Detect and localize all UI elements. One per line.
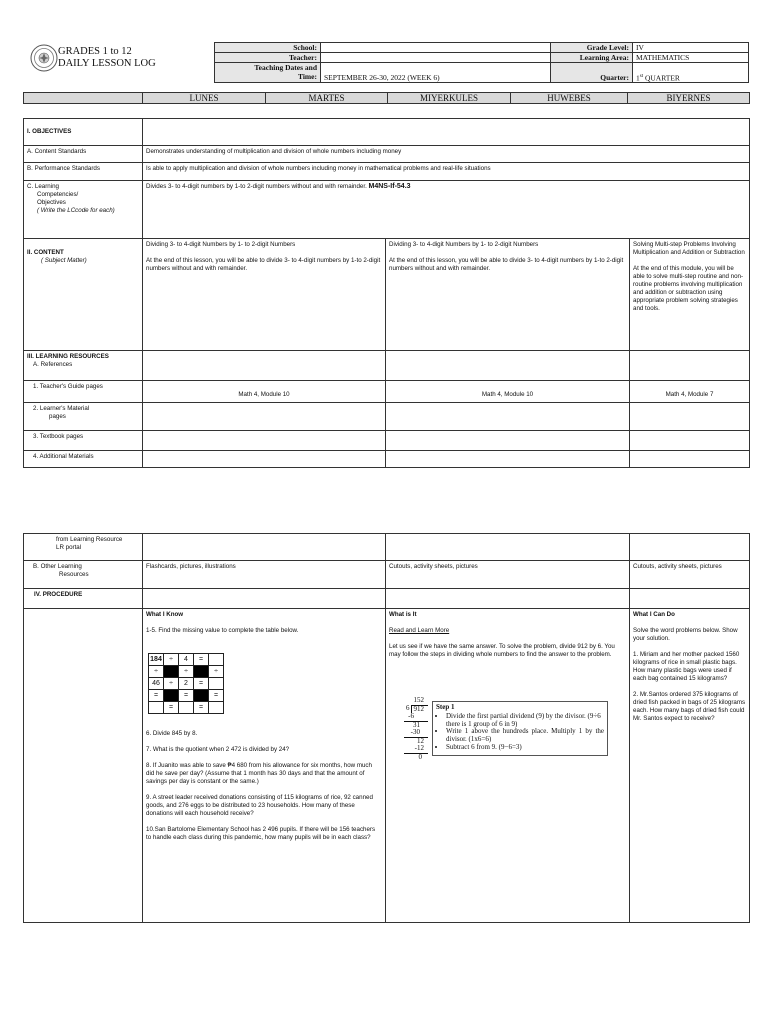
grid-cell: ÷: [179, 666, 194, 678]
grid-black-cell: [194, 690, 209, 702]
resources-cell-3: [630, 351, 750, 381]
grid-cell: =: [209, 690, 224, 702]
additional-materials-label: 4. Additional Materials: [33, 453, 94, 460]
grid-cell-answer[interactable]: [179, 702, 194, 714]
textbook-cell-1: [143, 431, 386, 451]
teachers-guide-heading: [24, 381, 143, 403]
other-resources-cell-3: [630, 561, 750, 589]
day-huwebes: HUWEBES: [511, 93, 628, 104]
objectives-heading: [24, 119, 143, 146]
title-line-2: DAILY LESSON LOG: [58, 58, 156, 69]
objectives-label: I. OBJECTIVES: [27, 128, 72, 135]
procedure-heading: [24, 589, 143, 609]
performance-standards-cell: [143, 163, 750, 181]
question-7: 7. What is the quotient when 2 472 is divided by 24?: [146, 746, 290, 753]
learning-area-label: Learning Area:: [551, 53, 633, 63]
learners-material-label-1: 2. Learner's Material: [33, 405, 90, 412]
long-division-example: [394, 697, 428, 761]
competencies-label-1: C. Learning: [27, 183, 59, 190]
competencies-heading: [24, 181, 143, 239]
ld-dividend: 912: [411, 705, 429, 714]
grid-cell: =: [194, 702, 209, 714]
school-field[interactable]: [321, 43, 551, 53]
question-10: 10.San Bartolome Elementary School has 2 496 pupils. If there will be 156 teachers to handle each class during this pandemic, how many pupils will be in each class?: [146, 826, 376, 841]
school-label: School:: [215, 43, 321, 53]
lr-portal-cell-2: [386, 534, 630, 561]
other-resources-label-2: Resources: [59, 571, 89, 578]
content-col3-body: At the end of this module, you will be able to solve multi-step routine and non-routine problems involving multiplication and addition or subtraction using appropriate problem solving strategies and tools.: [633, 265, 744, 312]
what-is-it-body: Let us see if we have the same answer. To solve the problem, divide 912 by 6. You may follow the steps in dividing whole numbers to find the answer to the problem.: [389, 643, 615, 658]
title-line-1: GRADES 1 to 12: [58, 46, 132, 57]
learners-material-cell-3: [630, 403, 750, 431]
weekday-blank: [24, 93, 143, 104]
ld-divisor: 6: [406, 703, 410, 712]
what-i-can-do-cell: [630, 609, 750, 923]
other-resources-cell-1: [143, 561, 386, 589]
competencies-label-3: Objectives: [37, 199, 66, 206]
ld-step-1: -6: [404, 713, 428, 722]
competencies-cell: [143, 181, 750, 239]
additional-materials-cell-1: [143, 451, 386, 468]
other-resources-heading: [24, 561, 143, 589]
teaching-dates-label: [215, 63, 321, 83]
content-col1-body: At the end of this lesson, you will be able to divide 3- to 4-digit numbers by 1-to 2-digit numbers without and with remainder.: [146, 257, 381, 272]
teacher-field[interactable]: [321, 53, 551, 63]
grid-cell: ÷: [209, 666, 224, 678]
other-resources-cell-2: [386, 561, 630, 589]
other-resources-col1: Flashcards, pictures, illustrations: [146, 563, 236, 570]
content-standards-heading: [24, 146, 143, 163]
content-standards-text: Demonstrates understanding of multiplication and division of whole numbers including money: [146, 148, 402, 155]
competencies-label-2: Competencies/: [37, 191, 79, 198]
grade-level-field[interactable]: IV: [633, 43, 749, 53]
step-1-item-3: • Subtract 6 from 9. (9−6=3): [446, 744, 604, 752]
content-col1-title: Dividing 3- to 4-digit Numbers by 1- to 2-digit Numbers: [146, 241, 296, 248]
content-col2-title: Dividing 3- to 4-digit Numbers by 1- to 2-digit Numbers: [389, 241, 539, 248]
day-biyernes: BIYERNES: [628, 93, 750, 104]
resources-heading: [24, 351, 143, 381]
resources-cell-1: [143, 351, 386, 381]
lesson-plan-table-page1: [23, 118, 750, 468]
lesson-plan-table-page2: [23, 533, 750, 923]
grid-cell: =: [194, 654, 209, 666]
teaching-dates-label-line2: Time:: [297, 72, 317, 81]
content-wednesday-cell: [386, 239, 630, 351]
performance-standards-heading: [24, 163, 143, 181]
additional-materials-cell-3: [630, 451, 750, 468]
quarter-label: Quarter:: [551, 63, 633, 83]
grid-cell: 4: [179, 654, 194, 666]
read-and-learn-link[interactable]: Read and Learn More: [389, 627, 450, 634]
ld-step-4: 12: [417, 736, 424, 745]
what-i-know-intro: 1-5. Find the missing value to complete the table below.: [146, 627, 299, 634]
learning-area-field[interactable]: MATHEMATICS: [633, 53, 749, 63]
what-i-can-do-problem-1: 1. Miriam and her mother packed 1560 kilograms of rice in small plastic bags. How many plastic bags were used if each bag contained 15 kilograms?: [633, 651, 740, 682]
lr-portal-heading: [24, 534, 143, 561]
competencies-label-4: ( Write the LCcode for each): [37, 207, 115, 214]
performance-standards-text: Is able to apply multiplication and division of whole numbers including money in mathematical problems and real-life situations: [146, 165, 491, 172]
performance-standards-label: B. Performance Standards: [27, 165, 100, 172]
procedure-cell-2: [386, 589, 630, 609]
grid-cell: =: [194, 678, 209, 690]
teaching-dates-label-line1: Teaching Dates and: [254, 63, 317, 72]
content-label: II. CONTENT: [27, 249, 64, 256]
teachers-guide-col2: Math 4, Module 10: [481, 391, 534, 398]
teachers-guide-cell-1: [143, 381, 386, 403]
teachers-guide-col1: Math 4, Module 10: [238, 391, 290, 398]
other-resources-col3: Cutouts, activity sheets, pictures: [633, 563, 722, 570]
lr-portal-label-1: from Learning Resource: [56, 536, 123, 543]
grade-level-label: Grade Level:: [551, 43, 633, 53]
teachers-guide-label: 1. Teacher's Guide pages: [33, 383, 103, 390]
content-heading: [24, 239, 143, 351]
content-standards-cell: [143, 146, 750, 163]
quarter-suffix: st: [639, 73, 644, 79]
question-6: 6. Divide 845 by 8.: [146, 730, 198, 737]
weekday-header-row: [23, 92, 750, 104]
objectives-cell: [143, 119, 750, 146]
grid-cell-answer[interactable]: [149, 702, 164, 714]
quarter-text: QUARTER: [643, 73, 680, 82]
competencies-code: M4NS-If-54.3: [368, 183, 411, 190]
procedure-label: IV. PROCEDURE: [34, 591, 83, 598]
ld-step-2: 31: [413, 720, 420, 729]
what-i-can-do-title: What I Can Do: [633, 611, 675, 618]
teachers-guide-cell-2: [386, 381, 630, 403]
question-8: 8. If Juanito was able to save ₱4 680 from his allowance for six months, how much did he save per day? (Assume that 1 month has 30 days and that the amount of savings per day is constant or the same.): [146, 762, 372, 785]
document-title: [58, 46, 156, 70]
lr-portal-cell-1: [143, 534, 386, 561]
additional-materials-heading: [24, 451, 143, 468]
what-i-can-do-problem-2: 2. Mr.Santos ordered 375 kilograms of dried fish packed in bags of 25 kilograms each. How many bags of dried fish could Mr. Santos expect to receive?: [633, 691, 746, 722]
day-miyerkules: MIYERKULES: [388, 93, 511, 104]
grid-cell: 184: [149, 654, 164, 666]
additional-materials-cell-2: [386, 451, 630, 468]
learners-material-heading: [24, 403, 143, 431]
grid-cell: ÷: [149, 666, 164, 678]
other-resources-label-1: B. Other Learning: [33, 563, 82, 570]
content-standards-label: A. Content Standards: [27, 148, 87, 155]
quarter-field[interactable]: [633, 63, 749, 83]
what-is-it-title: What is It: [389, 611, 417, 618]
step-1-item-1: • Divide the first partial dividend (9) by the divisor. (9÷6 there is 1 group of 6 in 9): [446, 713, 604, 729]
grid-black-cell: [164, 666, 179, 678]
grid-cell: =: [164, 702, 179, 714]
grid-cell: =: [179, 690, 194, 702]
missing-value-grid: [148, 653, 224, 714]
references-label: A. References: [33, 361, 73, 368]
teaching-dates-field[interactable]: [321, 63, 551, 83]
textbook-heading: [24, 431, 143, 451]
step-1-item-2: • Write 1 above the hundreds place. Multiply 1 by the divisor. (1x6=6): [446, 728, 604, 744]
other-resources-col2: Cutouts, activity sheets, pictures: [389, 563, 478, 570]
resources-cell-2: [386, 351, 630, 381]
what-i-know-title: What I Know: [146, 611, 184, 618]
ld-step-5: -12: [404, 745, 428, 754]
grid-cell: ÷: [164, 654, 179, 666]
textbook-label: 3. Textbook pages: [33, 433, 84, 440]
textbook-cell-3: [630, 431, 750, 451]
procedure-cell-3: [630, 589, 750, 609]
lr-portal-label-2: LR portal: [56, 544, 82, 551]
competencies-text: Divides 3- to 4-digit numbers by 1-to 2-digit numbers without and with remainder.: [146, 183, 367, 190]
what-i-can-do-intro: Solve the word problems below. Show your solution.: [633, 627, 738, 642]
grid-cell-answer[interactable]: [209, 678, 224, 690]
grid-cell: =: [149, 690, 164, 702]
learners-material-label-2: pages: [49, 413, 66, 420]
quarter-number: 1: [636, 73, 640, 82]
ld-step-3: -30: [404, 729, 428, 738]
content-col2-body: At the end of this lesson, you will be able to divide 3- to 4-digit numbers by 1-to 2-digit numbers without and with remainder.: [389, 257, 624, 272]
what-is-it-cell: [386, 609, 630, 923]
grid-cell: 46: [149, 678, 164, 690]
deped-seal-icon: [30, 44, 58, 72]
content-sub-label: ( Subject Matter): [41, 257, 87, 264]
procedure-cell-1: [143, 589, 386, 609]
step-1-box: [432, 701, 608, 756]
procedure-blank-heading: [24, 609, 143, 923]
content-friday-cell: [630, 239, 750, 351]
content-monday-cell: [143, 239, 386, 351]
what-i-know-questions: [146, 730, 378, 842]
ld-quotient: 152: [413, 696, 424, 704]
grid-cell: ÷: [164, 678, 179, 690]
grid-black-cell: [164, 690, 179, 702]
grid-cell: 2: [179, 678, 194, 690]
textbook-cell-2: [386, 431, 630, 451]
content-col3-title: Solving Multi-step Problems Involving Multiplication and Addition or Subtraction: [633, 241, 745, 256]
day-martes: MARTES: [266, 93, 388, 104]
ld-step-6: 0: [418, 752, 422, 761]
grid-black-cell: [194, 666, 209, 678]
grid-cell-answer[interactable]: [209, 702, 224, 714]
teachers-guide-cell-3: [630, 381, 750, 403]
day-lunes: LUNES: [143, 93, 266, 104]
grid-cell-answer[interactable]: [209, 654, 224, 666]
lr-portal-cell-3: [630, 534, 750, 561]
learners-material-cell-2: [386, 403, 630, 431]
teaching-dates-value: SEPTEMBER 26-30, 2022 (WEEK 6): [324, 73, 440, 82]
header-info-table: [214, 42, 749, 83]
teacher-label: Teacher:: [215, 53, 321, 63]
what-i-know-cell: [143, 609, 386, 923]
learners-material-cell-1: [143, 403, 386, 431]
teachers-guide-col3: Math 4, Module 7: [665, 391, 714, 398]
question-9: 9. A street leader received donations consisting of 115 kilograms of rice, 92 canned goods, and 276 eggs to be distributed to 23 households. How many of these donations will each household receive?: [146, 794, 373, 817]
step-1-list: [436, 713, 604, 752]
step-1-title: Step 1: [436, 703, 455, 711]
resources-label: III. LEARNING RESOURCES: [27, 353, 109, 360]
